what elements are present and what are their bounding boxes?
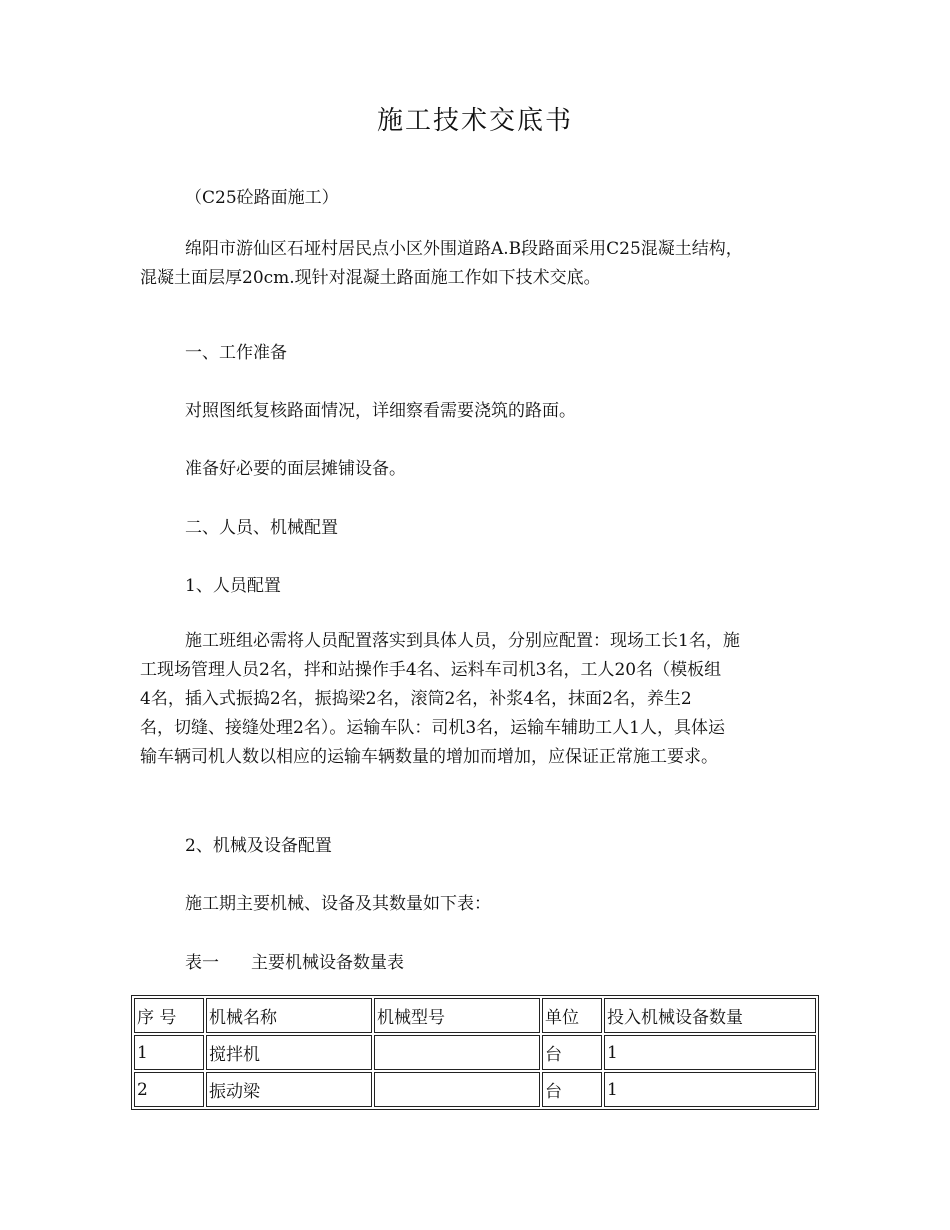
table-cell: 1: [604, 1035, 816, 1070]
personnel-line: 4名，插入式振捣2名，振捣梁2名，滚筒2名，补浆4名，抹面2名，养生2: [140, 689, 692, 709]
document-title: 施工技术交底书: [376, 106, 573, 136]
table-caption-label: 表一: [185, 953, 219, 973]
intro-paragraph: [140, 235, 820, 293]
personnel-paragraph: [140, 627, 820, 772]
table-header-cell: 机械名称: [206, 998, 372, 1033]
table-row: [134, 1072, 816, 1107]
intro-line: 绵阳市游仙区石垭村居民点小区外围道路A.B段路面采用C25混凝土结构，: [185, 239, 743, 259]
table-cell: 2: [134, 1072, 204, 1107]
equipment-intro: 施工期主要机械、设备及其数量如下表：: [185, 894, 491, 914]
table-cell: 台: [542, 1072, 602, 1107]
table-header-cell: 机械型号: [374, 998, 540, 1033]
preparation-item: 准备好必要的面层摊铺设备。: [185, 459, 406, 479]
table-header-cell: 投入机械设备数量: [604, 998, 816, 1033]
document-subtitle: （C25砼路面施工）: [185, 188, 339, 208]
section-heading-preparation: 一、工作准备: [185, 343, 287, 363]
table-cell: 台: [542, 1035, 602, 1070]
table-header-row: [134, 998, 816, 1033]
table-cell: 1: [604, 1072, 816, 1107]
table-header-cell: 单位: [542, 998, 602, 1033]
table-cell: [374, 1035, 540, 1070]
equipment-table: [131, 995, 819, 1110]
section-heading-staffing: 二、人员、机械配置: [185, 518, 338, 538]
table-header-cell: 序 号: [134, 998, 204, 1033]
subsection-heading-equipment: 2、机械及设备配置: [185, 836, 332, 856]
table-caption-title: 主要机械设备数量表: [251, 953, 404, 973]
table-cell: [374, 1072, 540, 1107]
table-cell: 搅拌机: [206, 1035, 372, 1070]
table-cell: 1: [134, 1035, 204, 1070]
personnel-line: 名，切缝、接缝处理2名）。运输车队：司机3名，运输车辅助工人1人，具体运: [140, 718, 725, 738]
intro-line: 混凝土面层厚20cm.现针对混凝土路面施工作如下技术交底。: [140, 268, 601, 288]
table-row: [134, 1035, 816, 1070]
personnel-line: 输车辆司机人数以相应的运输车辆数量的增加而增加，应保证正常施工要求。: [140, 747, 718, 767]
table-caption: [185, 948, 404, 973]
personnel-line: 施工班组必需将人员配置落实到具体人员，分别应配置：现场工长1名，施: [185, 631, 740, 651]
preparation-item: 对照图纸复核路面情况，详细察看需要浇筑的路面。: [185, 401, 576, 421]
table-cell: 振动梁: [206, 1072, 372, 1107]
personnel-line: 工现场管理人员2名，拌和站操作手4名、运料车司机3名，工人20名（模板组: [140, 660, 722, 680]
subsection-heading-personnel: 1、人员配置: [185, 576, 281, 596]
